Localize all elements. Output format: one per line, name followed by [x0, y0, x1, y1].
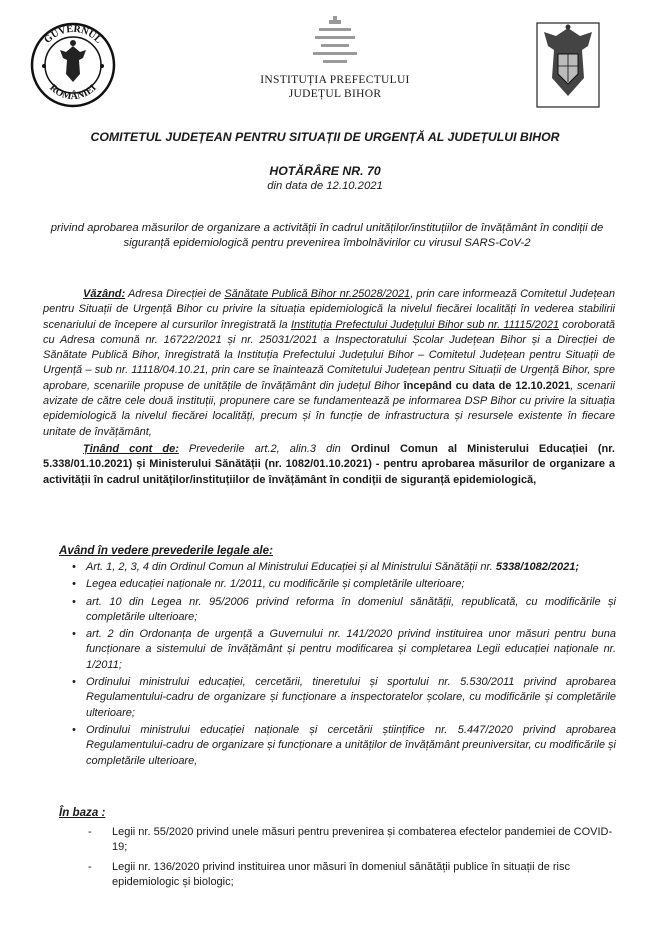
coat-of-arms — [536, 22, 600, 108]
inbaza-title: În baza : — [59, 806, 106, 819]
list-item-text: art. 2 din Ordonanța de urgență a Guvernului nr. 141/2020 privind instituirea unor măsuri pentru buna funcționare a sistemului de învățământ și pentru modificarea și completarea Legii educației naționale nr. 1/2011; — [86, 628, 616, 671]
list-item — [72, 560, 616, 575]
vazand-bold-date: începând cu data de 12.10.2021 — [403, 379, 571, 392]
list-item — [88, 860, 616, 890]
list-item-text: Legii nr. 136/2020 privind instituirea unor măsuri în domeniul sănătății publice în situații de risc epidemiologic și biologic; — [112, 861, 570, 888]
vazand-text-4: , scenarii avizate de către cele două instituții, propunere care se fundamentează pe informarea DSP Bihor cu privire la situația epidemiologică la nivelul fiecărei localități, precum și în funcție de infrastructura și resursele existente în fiecare unitate de învățământ, — [43, 379, 615, 438]
avand-title: Având în vedere prevederile legale ale: — [59, 544, 273, 557]
vazand-underlined-2: Instituția Prefectului Județului Bihor sub nr. 11115/2021 — [290, 318, 560, 331]
decision-number: HOTĂRÂRE NR. 70 — [269, 164, 381, 178]
tinand-bold-order: Ordinul Comun al Ministerului Educației (nr. 5.338/01.10.2021) și Ministerului Sănătății (nr. 1082/01.10.2021) - pentru aprobarea măsurilor de organizare a activității în cadrul unităților/instituțiilor de învățământ în condiții de siguranță epidemiologică, — [43, 443, 615, 486]
tinand-text-1: Prevederile art.2, alin.3 din — [178, 443, 351, 455]
list-item-text: Legii nr. 55/2020 privind unele măsuri pentru prevenirea și combaterea efectelor pandemiei de COVID-19; — [112, 826, 613, 853]
vazand-text-1: Adresa Direcției de — [125, 288, 225, 300]
decision-subject: privind aprobarea măsurilor de organizare a activității în cadrul unităților/instituțiilor de învățământ în condiții de siguranță epidemiologică pentru prevenirea îmbolnăvirilor cu virusul SARS-CoV-2 — [50, 222, 604, 249]
list-item-bold: 5338/1082/2021; — [495, 561, 580, 573]
committee-title: COMITETUL JUDEȚEAN PENTRU SITUAȚII DE URGENȚĂ AL JUDEȚULUI BIHOR — [90, 130, 560, 144]
list-item-text: Ordinului ministrului educației naționale și cercetării științifice nr. 5.447/2020 privind aprobarea Regulamentului-cadru de organizare și funcționare a unităților de învățământ preuniversitar, cu modificările și completările ulterioare, — [86, 723, 616, 767]
list-item — [72, 577, 616, 592]
institution-logo — [299, 14, 371, 74]
institution-name-line2: JUDEȚUL BIHOR — [288, 88, 382, 100]
list-item-text: Art. 1, 2, 3, 4 din Ordinul Comun al Ministrului Educației și al Ministrului Sănătății nr. — [86, 561, 496, 573]
list-item — [72, 627, 616, 673]
list-item — [88, 825, 616, 855]
institution-name-line1: INSTITUȚIA PREFECTULUI — [260, 74, 410, 86]
vazand-text-3: coroborată cu Adresa comună nr. 16722/2021 și nr. 25031/2021 a Inspectoratului Școlar Județean Bihor și a Direcției de Sănătate Publică Bihor, înregistrată la Instituția Prefectului Județului Bihor – Comitetul Județean pentru Situații de Urgență – sub nr. 11118/04.10.21, prin care se înaintează Comitetului Județean pentru Situații de Urgență Bihor, spre aprobare, scenariile propuse de unitățile de învățământ din județul Bihor — [43, 318, 615, 392]
vazand-paragraph — [43, 287, 615, 440]
decision-date: din data de 12.10.2021 — [267, 180, 383, 192]
inbaza-list — [88, 825, 616, 895]
bullet-icon: • — [72, 595, 76, 608]
svg-text:ROMÂNIEI: ROMÂNIEI — [47, 82, 99, 103]
government-seal — [30, 22, 116, 108]
list-item — [72, 723, 616, 769]
bullet-icon: • — [72, 723, 76, 736]
tinand-paragraph — [43, 442, 615, 488]
tinand-lead: Ținând cont de: — [83, 443, 179, 455]
svg-text:GUVERNUL: GUVERNUL — [42, 23, 104, 46]
bullet-icon: • — [72, 561, 76, 573]
dash-icon: - — [88, 826, 92, 838]
list-item-text: Legea educației naționale nr. 1/2011, cu modificările și completările ulterioare; — [86, 578, 465, 591]
vazand-text-2: , prin care informează Comitetul Județean pentru Situații de Urgență Bihor cu privire la situația epidemiologică la nivelul fiecărei localități în vederea stabilirii scenariului de începere al cursurilor înregistrată la — [43, 288, 616, 331]
list-item — [72, 675, 616, 721]
list-item-text: Ordinului ministrului educației, cercetării, tineretului și sportului nr. 5.530/2011 privind aprobarea Regulamentului-cadru de organizare și funcționare a inspectoratelor școlare, cu modificările și completările ulterioare; — [86, 676, 616, 719]
vazand-lead: Văzând: — [83, 288, 126, 300]
bullet-icon: • — [72, 676, 76, 689]
bullet-icon: • — [72, 628, 76, 641]
dash-icon: - — [88, 861, 92, 873]
list-item-text: art. 10 din Legea nr. 95/2006 privind reforma în domeniul sănătății, republicată, cu modificările și completările ulterioare; — [86, 595, 616, 623]
vazand-underlined-1: Sănătate Publică Bihor nr.25028/2021 — [224, 288, 411, 300]
avand-list — [72, 560, 616, 771]
bullet-icon: • — [72, 578, 76, 591]
list-item — [72, 595, 616, 626]
